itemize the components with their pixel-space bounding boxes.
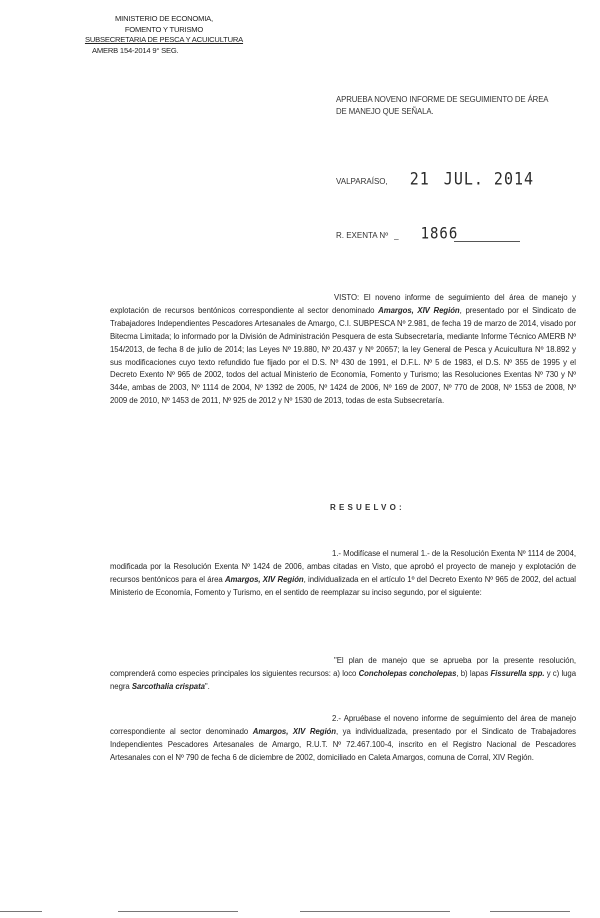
article-2-text-2: , ya individualizada, presentado por el Sindicato de Trabajadores Independientes Pescadores Artesanales de Amargo, R.U.T. Nº 72.467.100-4, inscrito en el Registro Nacional de Pescadores Artesanales con el Nº 790 de fecha 6 de diciembre de 2002, domiciliado en Caleta Amargos, comuna de Corral, XIV Región. [110,726,576,762]
quoted-paragraph [110,655,576,694]
visto-paragraph [110,292,576,408]
ministry-name-line2: FOMENTO Y TURISMO [124,24,204,34]
visto-location: Amargos, XIV Región [378,305,460,315]
exenta-label: R. EXENTA Nº [336,231,389,240]
quote-text-4: ". [204,681,210,691]
bottom-rule-segment [300,911,450,912]
exenta-underline [454,241,520,242]
quote-text-2: , b) lapas [456,668,491,678]
bottom-rule-segment [118,911,238,912]
visto-text-2: , presentado por el Sindicato de Trabajadores Independientes Pescadores Artesanales de Amargo, C.I. SUBPESCA Nº 2.981, de fecha 19 de marzo de 2014, visado por Bitecma Limitada; lo informado por la División de Administración Pesquera de esta Subsecretaría, mediante Informe Técnico AMERB Nº 154/2013, de fecha 8 de julio de 2014; las Leyes Nº 19.880, Nº 20.437 y Nº 20657; la ley General de Pesca y Acuicultura Nº 18.892 y sus modificaciones cuyo texto refundido fue fijado por el D.S. Nº 430 de 1991, el D.F.L. Nº 5 de 1983, el D.S. Nº 355 de 1995 y el Decreto Exento Nº 965 de 2002, todos del actual Ministerio de Economía, Fomento y Turismo; las Resoluciones Exentas Nº 730 y Nº 344e, ambas de 2003, Nº 1114 de 2004, Nº 1392 de 2005, Nº 1424 de 2006, Nº 169 de 2007, Nº 770 de 2008, Nº 1553 de 2008, Nº 2009 de 2010, Nº 1453 de 2011, Nº 925 de 2012 y Nº 1530 de 2013, todas de esta Subsecretaría. [110,305,577,406]
date-line [336,170,556,188]
article-2-paragraph [110,713,576,765]
article-2-location: Amargos, XIV Región [252,726,336,736]
date-year: 2014 [493,168,535,190]
quote-text-1: "El plan de manejo que se aprueba por la presente resolución, comprenderá como especies principales los siguientes recursos: a) loco [110,656,576,678]
date-city: VALPARAÍSO, [336,177,388,186]
article-1-paragraph [110,548,576,600]
species-concholepas: Concholepas concholepas [358,668,457,678]
bottom-rule-segment [490,911,570,912]
resuelvo-heading: RESUELVO: [330,503,405,512]
bottom-rule-segment [0,911,42,912]
visto-text-1: VISTO: El noveno informe de seguimiento del área de manejo y explotación de recursos bentónicos correspondiente al sector denominado [110,293,576,315]
quote-text-3: y c) luga negra [110,668,576,691]
resolution-subject: APRUEBA NOVENO INFORME DE SEGUIMIENTO DE ÁREA DE MANEJO QUE SEÑALA. [336,95,548,116]
article-2-text-1: 2.- Apruébase el noveno informe de seguimiento del área de manejo correspondiente al sector denominado [110,714,576,736]
article-1-text-1: 1.- Modifícase el numeral 1.- de la Resolución Exenta Nº 1114 de 2004, modificada por la Resolución Exenta Nº 1424 de 2006, ambas citadas en Visto, que aprobó el proyecto de manejo y explotación de recursos bentónicos para el área [110,549,576,584]
species-sarcothalia: Sarcothalia crispata [131,681,205,691]
exenta-line [336,226,556,242]
exenta-number: 1866 [420,224,459,244]
exenta-dash: _ [394,231,399,240]
article-1-text-2: , individualizada en el artículo 1º del Decreto Exento Nº 965 de 2002, del actual Ministerio de Economía, Fomento y Turismo, en el sentido de reemplazar su inciso segundo, por el siguiente: [110,574,576,597]
article-1-location: Amargos, XIV Región [224,574,304,584]
ministry-name: MINISTERIO DE ECONOMIA, [115,14,213,23]
subsecretaria-name: SUBSECRETARIA DE PESCA Y ACUICULTURA [84,35,244,45]
species-fissurella: Fissurella spp. [490,668,545,678]
reference-code: AMERB 154-2014 9° SEG. [92,45,179,55]
agency-header [64,14,264,56]
bottom-cutoff-lines [0,909,600,918]
date-month: JUL. [443,168,484,190]
date-day: 21 [409,168,430,190]
